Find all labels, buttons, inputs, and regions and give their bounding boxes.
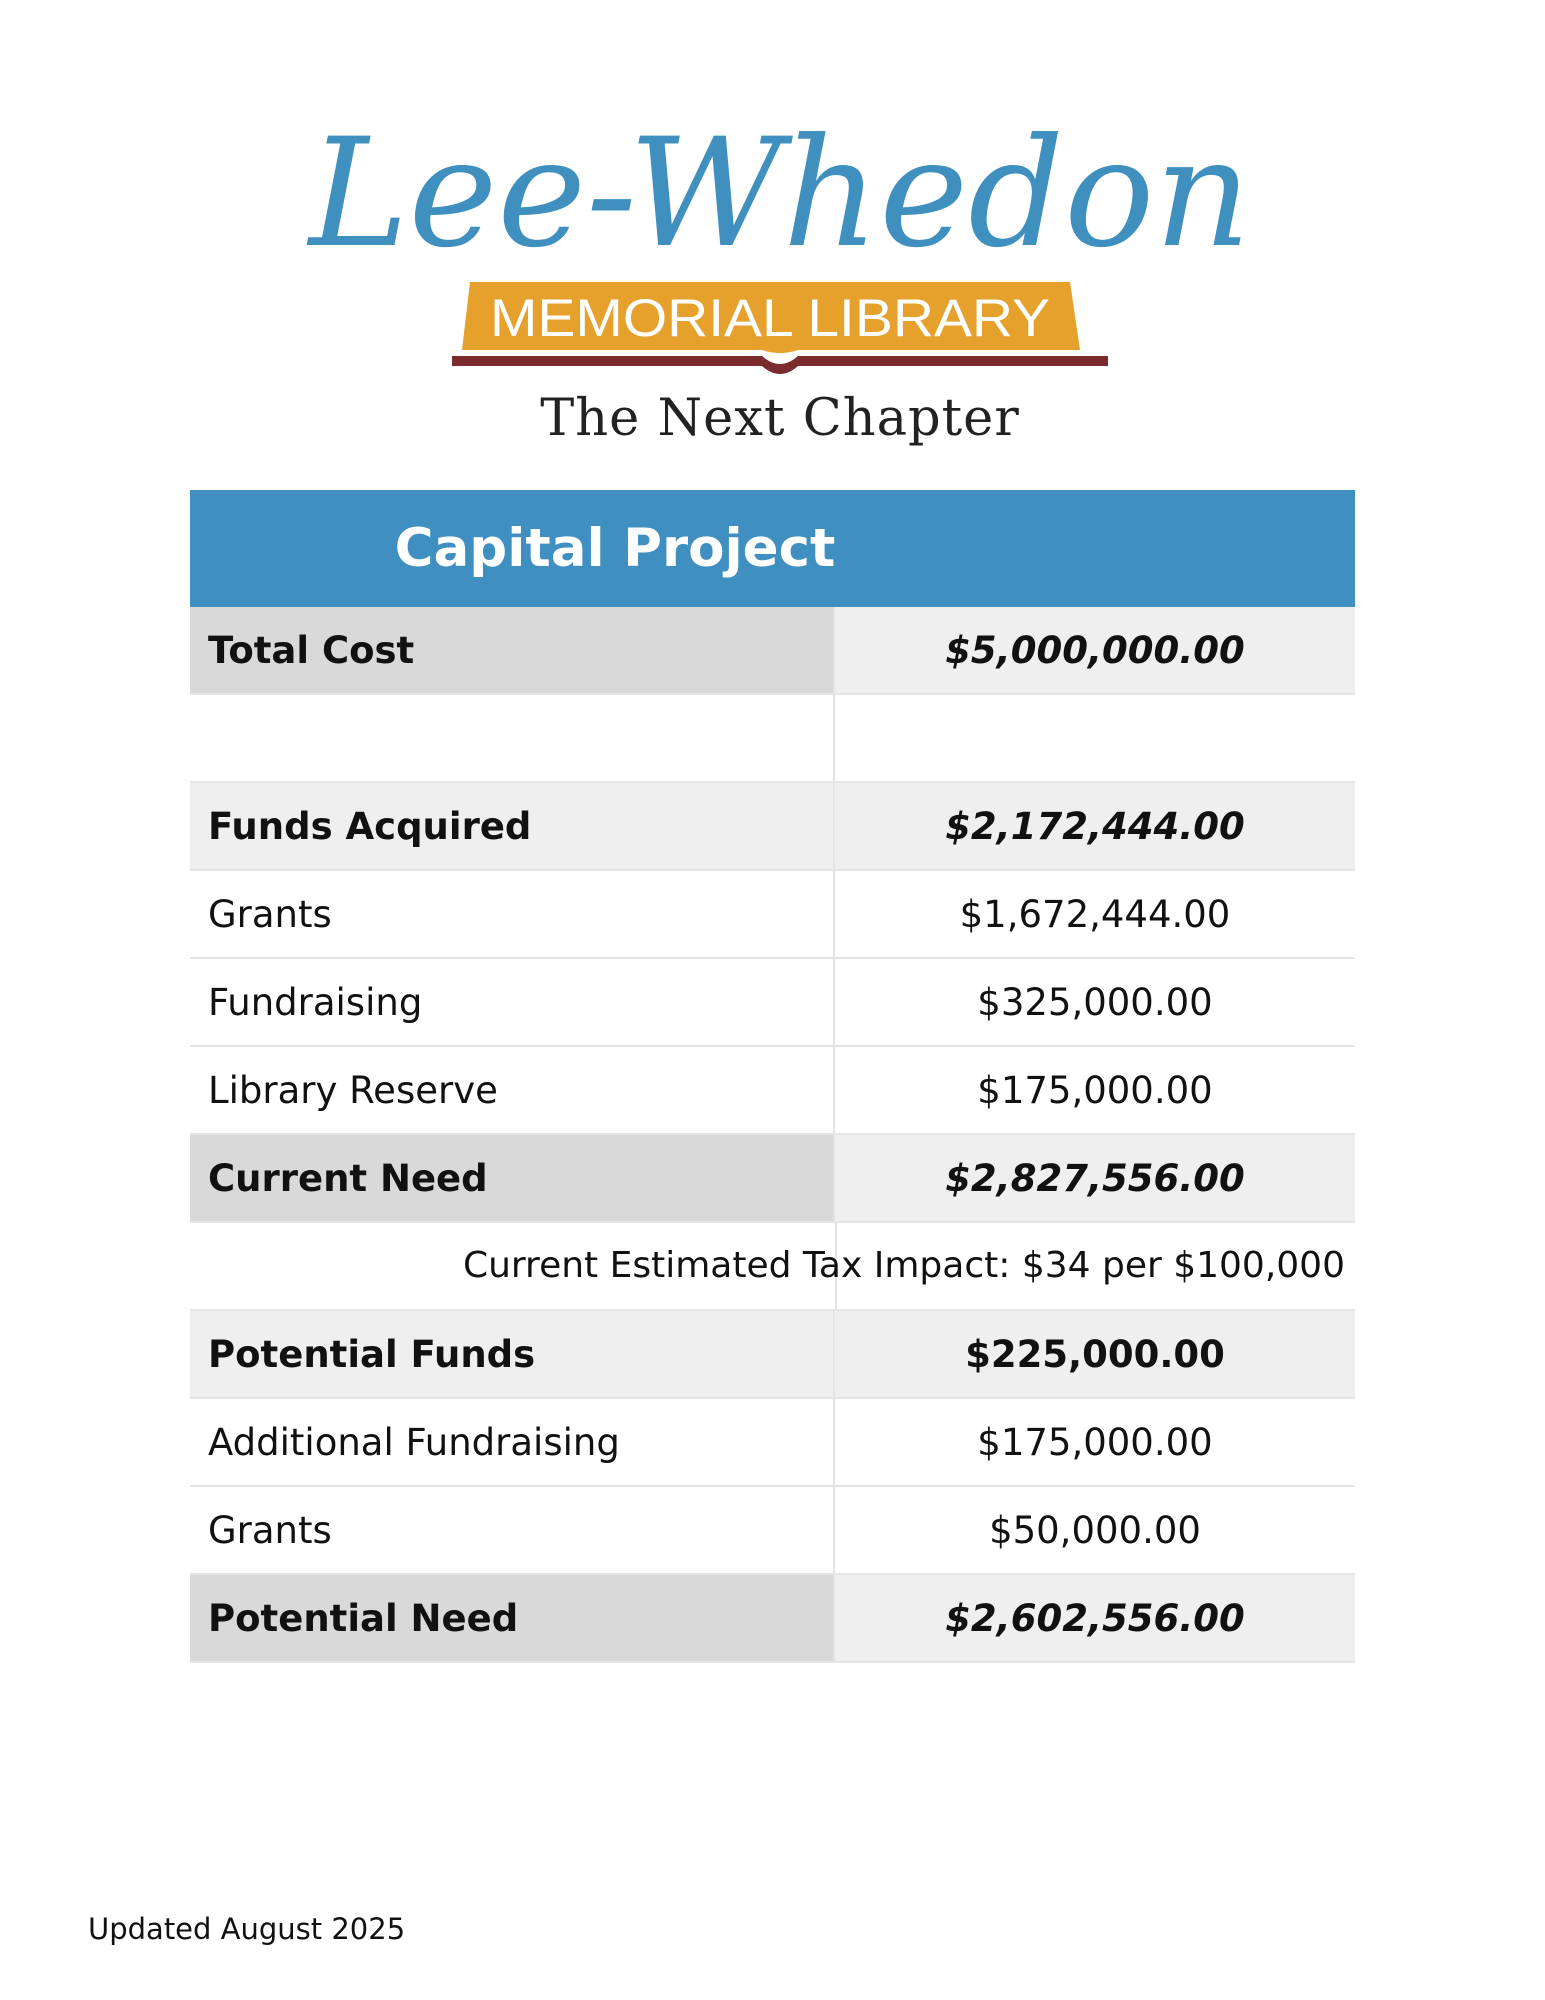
table-row-spacer <box>190 695 1355 783</box>
row-value: $2,602,556.00 <box>835 1575 1355 1661</box>
table-row-additional-fundraising <box>190 1399 1355 1487</box>
row-label: Current Need <box>190 1135 835 1221</box>
row-value: $2,827,556.00 <box>835 1135 1355 1221</box>
row-value: $50,000.00 <box>989 1508 1201 1552</box>
row-value: $5,000,000.00 <box>835 607 1355 693</box>
row-label: Potential Funds <box>190 1311 835 1397</box>
row-label: Additional Fundraising <box>190 1399 835 1485</box>
table-row-funds-acquired <box>190 783 1355 871</box>
table-row-total-cost <box>190 607 1355 695</box>
table-title: Capital Project <box>394 518 836 579</box>
row-label: Grants <box>190 871 835 957</box>
table-row-potential-need <box>190 1575 1355 1663</box>
row-label: Funds Acquired <box>190 783 835 869</box>
table-row-grants <box>190 871 1355 959</box>
table-header <box>190 490 1355 607</box>
row-label: Library Reserve <box>190 1047 835 1133</box>
row-label: Total Cost <box>190 607 835 693</box>
row-value: $325,000.00 <box>977 980 1213 1024</box>
row-value: $175,000.00 <box>977 1068 1213 1112</box>
row-value: $2,172,444.00 <box>835 783 1355 869</box>
tax-impact-note: Current Estimated Tax Impact: $34 per $100,000 <box>462 1245 1345 1286</box>
table-row-current-need <box>190 1135 1355 1223</box>
logo-book-spine <box>452 356 1108 374</box>
row-value <box>835 695 1355 781</box>
table-row-fundraising <box>190 959 1355 1047</box>
table-row-tax-impact <box>190 1223 1355 1311</box>
library-logo <box>308 60 1252 460</box>
row-value: $225,000.00 <box>835 1311 1355 1397</box>
row-label: Grants <box>190 1487 835 1573</box>
logo-subtitle: MEMORIAL LIBRARY <box>490 289 1050 348</box>
logo-tagline: The Next Chapter <box>540 389 1020 448</box>
row-value: $1,672,444.00 <box>959 892 1231 936</box>
capital-project-table <box>190 490 1355 1663</box>
table-row-grants-potential <box>190 1487 1355 1575</box>
updated-date: Updated August 2025 <box>88 1912 406 1946</box>
table-row-potential-funds <box>190 1311 1355 1399</box>
row-label: Fundraising <box>190 959 835 1045</box>
row-label: Potential Need <box>190 1575 835 1661</box>
logo-script-name: Lee-Whedon <box>308 107 1252 281</box>
row-value: $175,000.00 <box>977 1420 1213 1464</box>
logo-graphic <box>308 60 1252 460</box>
table-row-library-reserve <box>190 1047 1355 1135</box>
row-label <box>190 695 835 781</box>
